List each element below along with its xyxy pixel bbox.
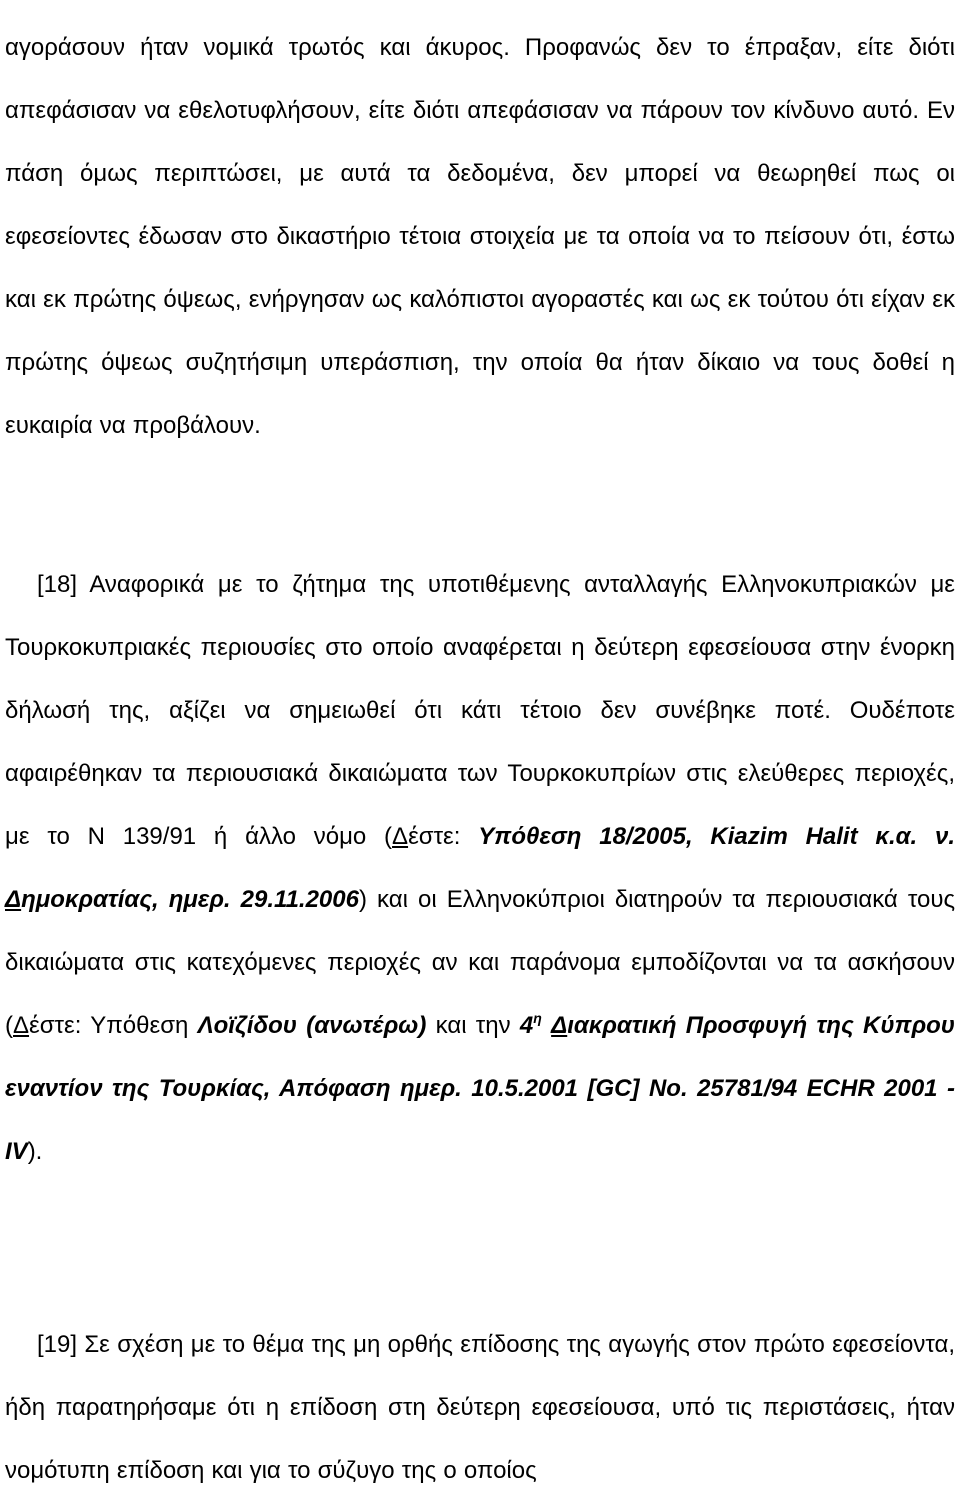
text-run: ) και οι Ελληνοκύπριοι διατηρούν τα περιουσιακά τους δικαιώματα στις κατεχόμενες περιοχές αν και παράνομα εμποδίζονται να τα ασκήσουν (	[5, 886, 956, 1039]
paragraph-18	[5, 553, 955, 1183]
underlined-letter: Δ	[13, 1012, 30, 1039]
text-run: έστε:	[408, 823, 479, 850]
text-run: και την	[426, 1012, 520, 1039]
ordinal-number: $4^\eta$	[519, 1010, 542, 1039]
underlined-letter: Δ	[551, 1012, 568, 1039]
case-citation-loizidou: Λοϊζίδου (ανωτέρω)	[197, 1012, 427, 1039]
paragraph-text: αγοράσουν ήταν νομικά τρωτός και άκυρος. Προφανώς δεν το έπραξαν, είτε διότι απεφάσισαν να εθελοτυφλήσουν, είτε διότι απεφάσισαν να πάρουν τον κίνδυνο αυτό. Εν πάση όμως περιπτώσει, με αυτά τα δεδομένα, δεν μπορεί να θεωρηθεί πως οι εφεσείοντες έδωσαν στο δικαστήριο τέτοια στοιχεία με τα οποία να το πείσουν ότι, έστω και εκ πρώτης όψεως, ενήργησαν ως καλόπιστοι αγοραστές και ως εκ τούτου ότι είχαν εκ πρώτης όψεως συζητήσιμη υπεράσπιση, την οποία θα ήταν δίκαιο να τους δοθεί η ευκαιρία να προβάλουν.	[5, 34, 955, 439]
text-run: [18] Αναφορικά με το ζήτημα της υποτιθέμενης ανταλλαγής Ελληνοκυπριακών με Τουρκοκυπριακές περιουσίες στο οποίο αναφέρεται η δεύτερη εφεσείουσα στην ένορκη δήλωσή της, αξίζει να σημειωθεί ότι κάτι τέτοιο δεν συνέβηκε ποτέ. Ουδέποτε αφαιρέθηκαν τα περιουσιακά δικαιώματα των Τουρκοκυπρίων στις ελεύθερες περιοχές, με το Ν 139/91 ή άλλο νόμο (	[5, 571, 955, 850]
underlined-letter: Δ	[5, 886, 22, 913]
case-citation-interstate: Διακρατική Προσφυγή της Κύπρου εναντίον της Τουρκίας, Απόφαση ημερ. 10.5.2001 [GC] No. 25781/94 ECHR 2001 - IV	[5, 1012, 955, 1165]
paragraph-text: [19] Σε σχέση με το θέμα της μη ορθής επίδοσης της αγωγής στον πρώτο εφεσείοντα, ήδη παρατηρήσαμε ότι η επίδοση στη δεύτερη εφεσείουσα, υπό τις περιστάσεις, ήταν νομότυπη επίδοση και για το σύζυγο της ο οποίος	[5, 1331, 955, 1484]
paragraph-19	[5, 1313, 955, 1502]
text-run: έστε: Υπόθεση	[29, 1012, 198, 1039]
underlined-letter: Δ	[392, 823, 409, 850]
paragraph-continued	[5, 16, 955, 457]
case-citation-halit: Υπόθεση 18/2005, Kiazim Halit κ.α. ν. Δημοκρατίας, ημερ. 29.11.2006	[5, 823, 955, 913]
text-run: ).	[27, 1138, 43, 1165]
ordinal-superscript: η	[533, 1010, 542, 1026]
